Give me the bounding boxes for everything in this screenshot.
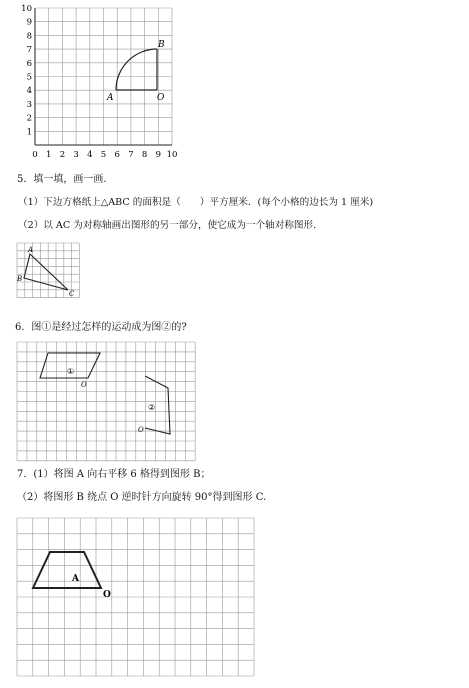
q5-part1: （1）下边方格纸上△ABC 的面积是（ ）平方厘米．(每个小格的边长为 1 厘米) xyxy=(18,197,374,208)
q7-grid xyxy=(15,516,257,680)
y-tick-label: 5 xyxy=(26,72,32,83)
x-tick-label: 2 xyxy=(59,150,66,160)
figure-1-o-label: O xyxy=(81,381,87,389)
q5-title: 5．填一填，画一画. xyxy=(17,174,107,185)
y-tick-label: 7 xyxy=(26,45,32,56)
q5-triangle-grid xyxy=(14,240,84,302)
triangle-abc xyxy=(24,254,68,290)
grid-figure-1 xyxy=(20,0,180,160)
q6-title: 6．图①是经过怎样的运动成为图②的? xyxy=(15,322,187,333)
figure-2-o-label: O xyxy=(138,426,144,434)
x-tick-label: 3 xyxy=(73,150,79,160)
y-tick-label: 6 xyxy=(26,58,32,69)
y-tick-label: 9 xyxy=(26,17,32,28)
trapezoid-a xyxy=(33,552,101,588)
q7-grid-lines xyxy=(17,518,254,676)
q5-label-c: C xyxy=(69,290,75,298)
x-tick-label: 8 xyxy=(141,150,148,160)
q6-grid xyxy=(15,340,197,464)
y-tick-label: 8 xyxy=(26,31,32,42)
quarter-arc xyxy=(116,49,157,90)
q7-label-a: A xyxy=(72,574,79,584)
q5-part2: （2）以 AC 为对称轴画出图形的另一部分，使它成为一个轴对称图形. xyxy=(18,220,317,231)
point-label-a: A xyxy=(107,93,114,103)
y-tick-label: 1 xyxy=(26,127,32,138)
x-tick-label: 5 xyxy=(100,150,107,160)
x-tick-label: 7 xyxy=(128,150,134,160)
point-label-o: O xyxy=(157,93,165,103)
x-tick-label: 6 xyxy=(114,150,120,160)
x-tick-label: 1 xyxy=(45,150,52,160)
y-tick-labels xyxy=(21,4,32,137)
x-tick-labels xyxy=(32,150,177,160)
point-label-b: B xyxy=(158,40,165,50)
x-tick-label: 4 xyxy=(87,150,93,160)
q7-part1: 7．(1）将图 A 向右平移 6 格得到图形 B； xyxy=(17,469,211,480)
x-tick-label: 0 xyxy=(32,150,38,160)
x-tick-label: 9 xyxy=(155,150,162,160)
q7-part2: （2）将图形 B 绕点 O 逆时针方向旋转 90°得到图形 C. xyxy=(17,492,267,503)
grid-1-lines xyxy=(35,8,172,145)
y-tick-label: 3 xyxy=(26,99,32,110)
y-tick-label: 2 xyxy=(26,113,32,124)
y-tick-label: 10 xyxy=(21,4,32,14)
figure-1-label: ① xyxy=(67,367,75,376)
q5-label-a: A xyxy=(28,246,34,254)
q5-label-b: B xyxy=(17,275,23,283)
y-tick-label: 4 xyxy=(26,86,32,97)
q7-label-o: O xyxy=(103,590,111,600)
x-tick-label: 10 xyxy=(166,150,178,160)
figure-2-label: ② xyxy=(148,403,156,412)
